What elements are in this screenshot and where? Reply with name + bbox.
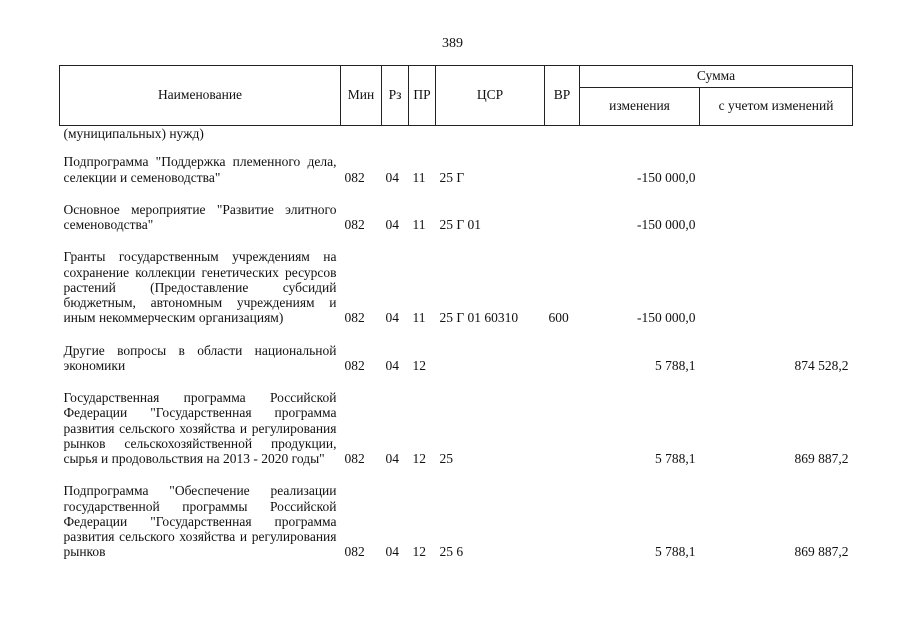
table-row	[60, 154, 853, 189]
row-vr	[545, 390, 580, 470]
row-vr: 600	[548, 310, 569, 326]
row-total	[700, 202, 853, 237]
header-vr: ВР	[545, 66, 580, 126]
row-total: 874 528,2	[794, 357, 849, 373]
row-rz: 04	[385, 357, 399, 373]
row-rz: 04	[385, 217, 399, 232]
row-rz: 04	[385, 310, 399, 326]
row-name: Подпрограмма "Поддержка племенного дела, селекции и семеноводства"	[63, 154, 337, 185]
header-pr: ПР	[409, 66, 436, 126]
row-total	[700, 154, 853, 189]
row-vr	[545, 483, 580, 559]
header-rz: Рз	[382, 66, 409, 126]
row-pr: 12	[412, 544, 426, 560]
row-pr: 12	[412, 451, 426, 466]
row-name: Гранты государственным учреждениям на сохранение коллекции генетических ресурсов растений (Предоставление субсидий бюджетным, автономным учреждениям и иным некоммерческим организациям)	[63, 249, 337, 326]
row-total	[700, 249, 853, 329]
row-min: 082	[344, 544, 365, 560]
row-csr: 25 Г 01	[439, 217, 482, 232]
row-rz: 04	[385, 451, 399, 466]
header-summa: Сумма	[580, 66, 853, 88]
row-pr: 11	[412, 310, 426, 326]
row-min: 082	[344, 217, 365, 232]
row-name: Другие вопросы в области национальной экономики	[63, 342, 337, 373]
row-min: 082	[344, 169, 365, 185]
row-rz: 04	[385, 544, 399, 560]
table-row	[60, 249, 853, 329]
row-min: 082	[344, 357, 365, 373]
row-vr	[545, 202, 580, 237]
table-row	[60, 483, 853, 559]
row-pr: 11	[412, 217, 426, 232]
row-change: 5 788,1	[655, 357, 696, 373]
table-row	[60, 202, 853, 237]
page-number: 389	[442, 36, 463, 51]
row-pr: 12	[412, 357, 426, 373]
row-change: -150 000,0	[637, 217, 696, 232]
row-csr: 25 Г	[439, 169, 465, 185]
row-name: Подпрограмма "Обеспечение реализации государственной программы Российской Федерации "Государственная программа развития сельского хозяйства и регулирования рынков	[63, 483, 337, 560]
row-csr	[436, 343, 545, 378]
row-change: 5 788,1	[655, 544, 696, 560]
row-change: -150 000,0	[637, 310, 696, 326]
header-change: изменения	[580, 88, 700, 126]
budget-table	[59, 65, 853, 560]
row-change: 5 788,1	[655, 451, 696, 466]
table-row	[60, 343, 853, 378]
row-pr: 11	[412, 169, 426, 185]
header-total: с учетом изменений	[700, 88, 853, 126]
row-csr: 25	[439, 451, 453, 466]
table-row	[60, 390, 853, 470]
header-min: Мин	[341, 66, 382, 126]
row-csr: 25 6	[439, 544, 464, 560]
continuation-text: (муниципальных) нужд)	[63, 126, 204, 141]
row-change: -150 000,0	[637, 169, 696, 185]
row-total: 869 887,2	[794, 544, 849, 560]
header-name: Наименование	[60, 66, 341, 126]
row-rz: 04	[385, 169, 399, 185]
row-csr: 25 Г 01 60310	[439, 310, 519, 326]
row-vr	[545, 343, 580, 378]
row-min: 082	[344, 310, 365, 326]
row-min: 082	[344, 451, 365, 466]
row-name: Основное мероприятие "Развитие элитного семеноводства"	[63, 201, 337, 232]
header-csr: ЦСР	[436, 66, 545, 126]
row-total: 869 887,2	[794, 451, 849, 466]
row-vr	[545, 154, 580, 189]
row-name: Государственная программа Российской Федерации "Государственная программа развития сельского хозяйства и регулирования рынков сельскохозяйственной продукции, сырья и продовольствия на 2013 - 2020 годы"	[63, 390, 337, 466]
